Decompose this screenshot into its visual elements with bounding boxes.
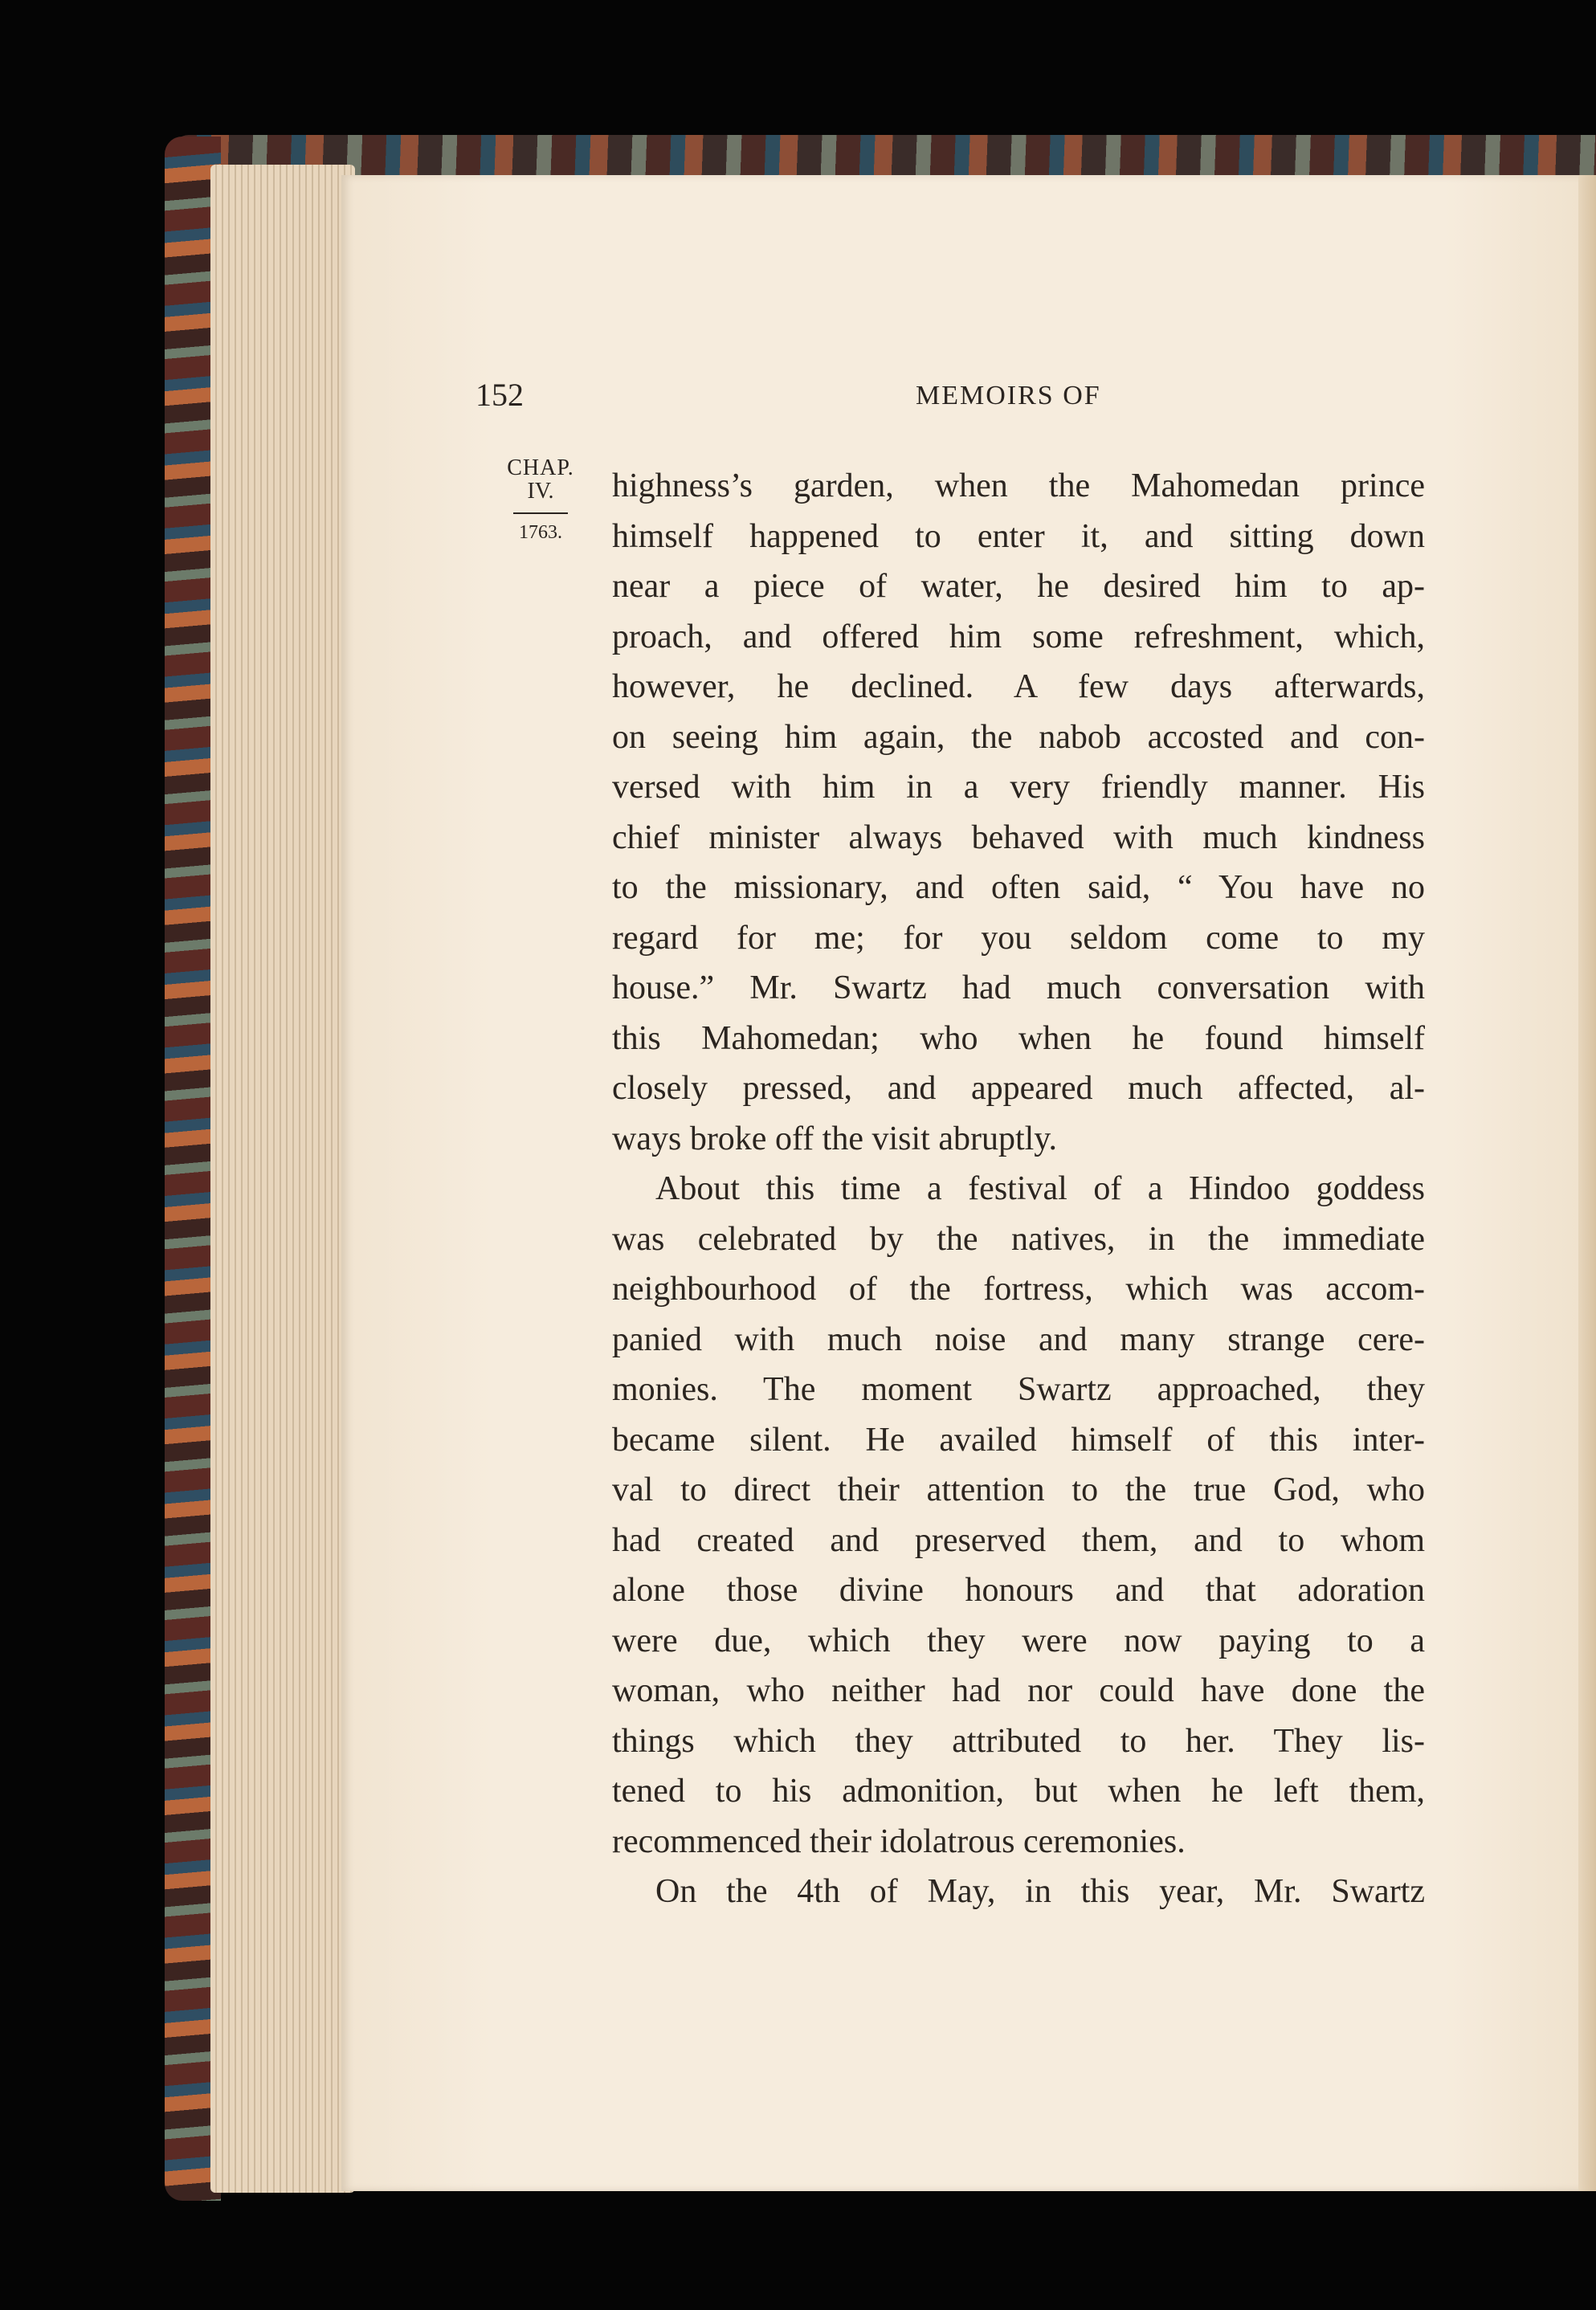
text-line: became silent. He availed himself of this inter- [612,1421,1425,1459]
page-stack-edge [210,165,355,2193]
text-line: things which they attributed to her. They lis- [612,1722,1425,1760]
chapter-number: IV. [527,479,554,504]
text-line: were due, which they were now paying to a [612,1622,1425,1659]
text-line: monies. The moment Swartz approached, they [612,1371,1425,1408]
running-title: MEMOIRS OF [916,381,1101,410]
text-line: woman, who neither had nor could have done the [612,1672,1425,1709]
paragraph-first-line: On the 4th of May, in this year, Mr. Swartz [655,1873,1425,1910]
running-header [0,376,1596,424]
text-line: val to direct their attention to the true God, who [612,1471,1425,1508]
page-number: 152 [476,377,524,413]
margin-year: 1763. [519,522,562,543]
text-line: himself happened to enter it, and sitting down [612,517,1425,555]
facing-page-edge [1578,175,1596,2191]
text-line: this Mahomedan; who when he found himself [612,1019,1425,1057]
text-line: versed with him in a very friendly manner. His [612,769,1425,806]
text-line: regard for me; for you seldom come to my [612,919,1425,957]
chapter-label: CHAP. [507,455,574,480]
text-line: however, he declined. A few days afterwards, [612,668,1425,705]
text-line: panied with much noise and many strange cere- [612,1320,1425,1358]
text-line: highness’s garden, when the Mahomedan prince [612,467,1425,504]
margin-note [488,456,593,544]
text-line: near a piece of water, he desired him to ap- [612,568,1425,605]
text-line: house.” Mr. Swartz had much conversation with [612,969,1425,1006]
paragraph-first-line: About this time a festival of a Hindoo goddess [655,1170,1425,1207]
text-line: closely pressed, and appeared much affected, al- [612,1070,1425,1107]
text-line: was celebrated by the natives, in the immediate [612,1220,1425,1258]
text-line: tened to his admonition, but when he left them, [612,1773,1425,1810]
text-line: ways broke off the visit abruptly. [612,1120,1058,1157]
text-line: to the missionary, and often said, “ You have no [612,869,1425,906]
text-line: alone those divine honours and that adoration [612,1572,1425,1609]
text-line: on seeing him again, the nabob accosted and con- [612,718,1425,756]
margin-rule [513,512,568,514]
text-line: chief minister always behaved with much kindness [612,818,1425,856]
body-text [612,461,1425,1917]
text-line: neighbourhood of the fortress, which was accom- [612,1271,1425,1308]
text-line: had created and preserved them, and to whom [612,1521,1425,1559]
text-line: recommenced their idolatrous ceremonies. [612,1822,1186,1860]
text-line: proach, and offered him some refreshment, which, [612,618,1425,655]
